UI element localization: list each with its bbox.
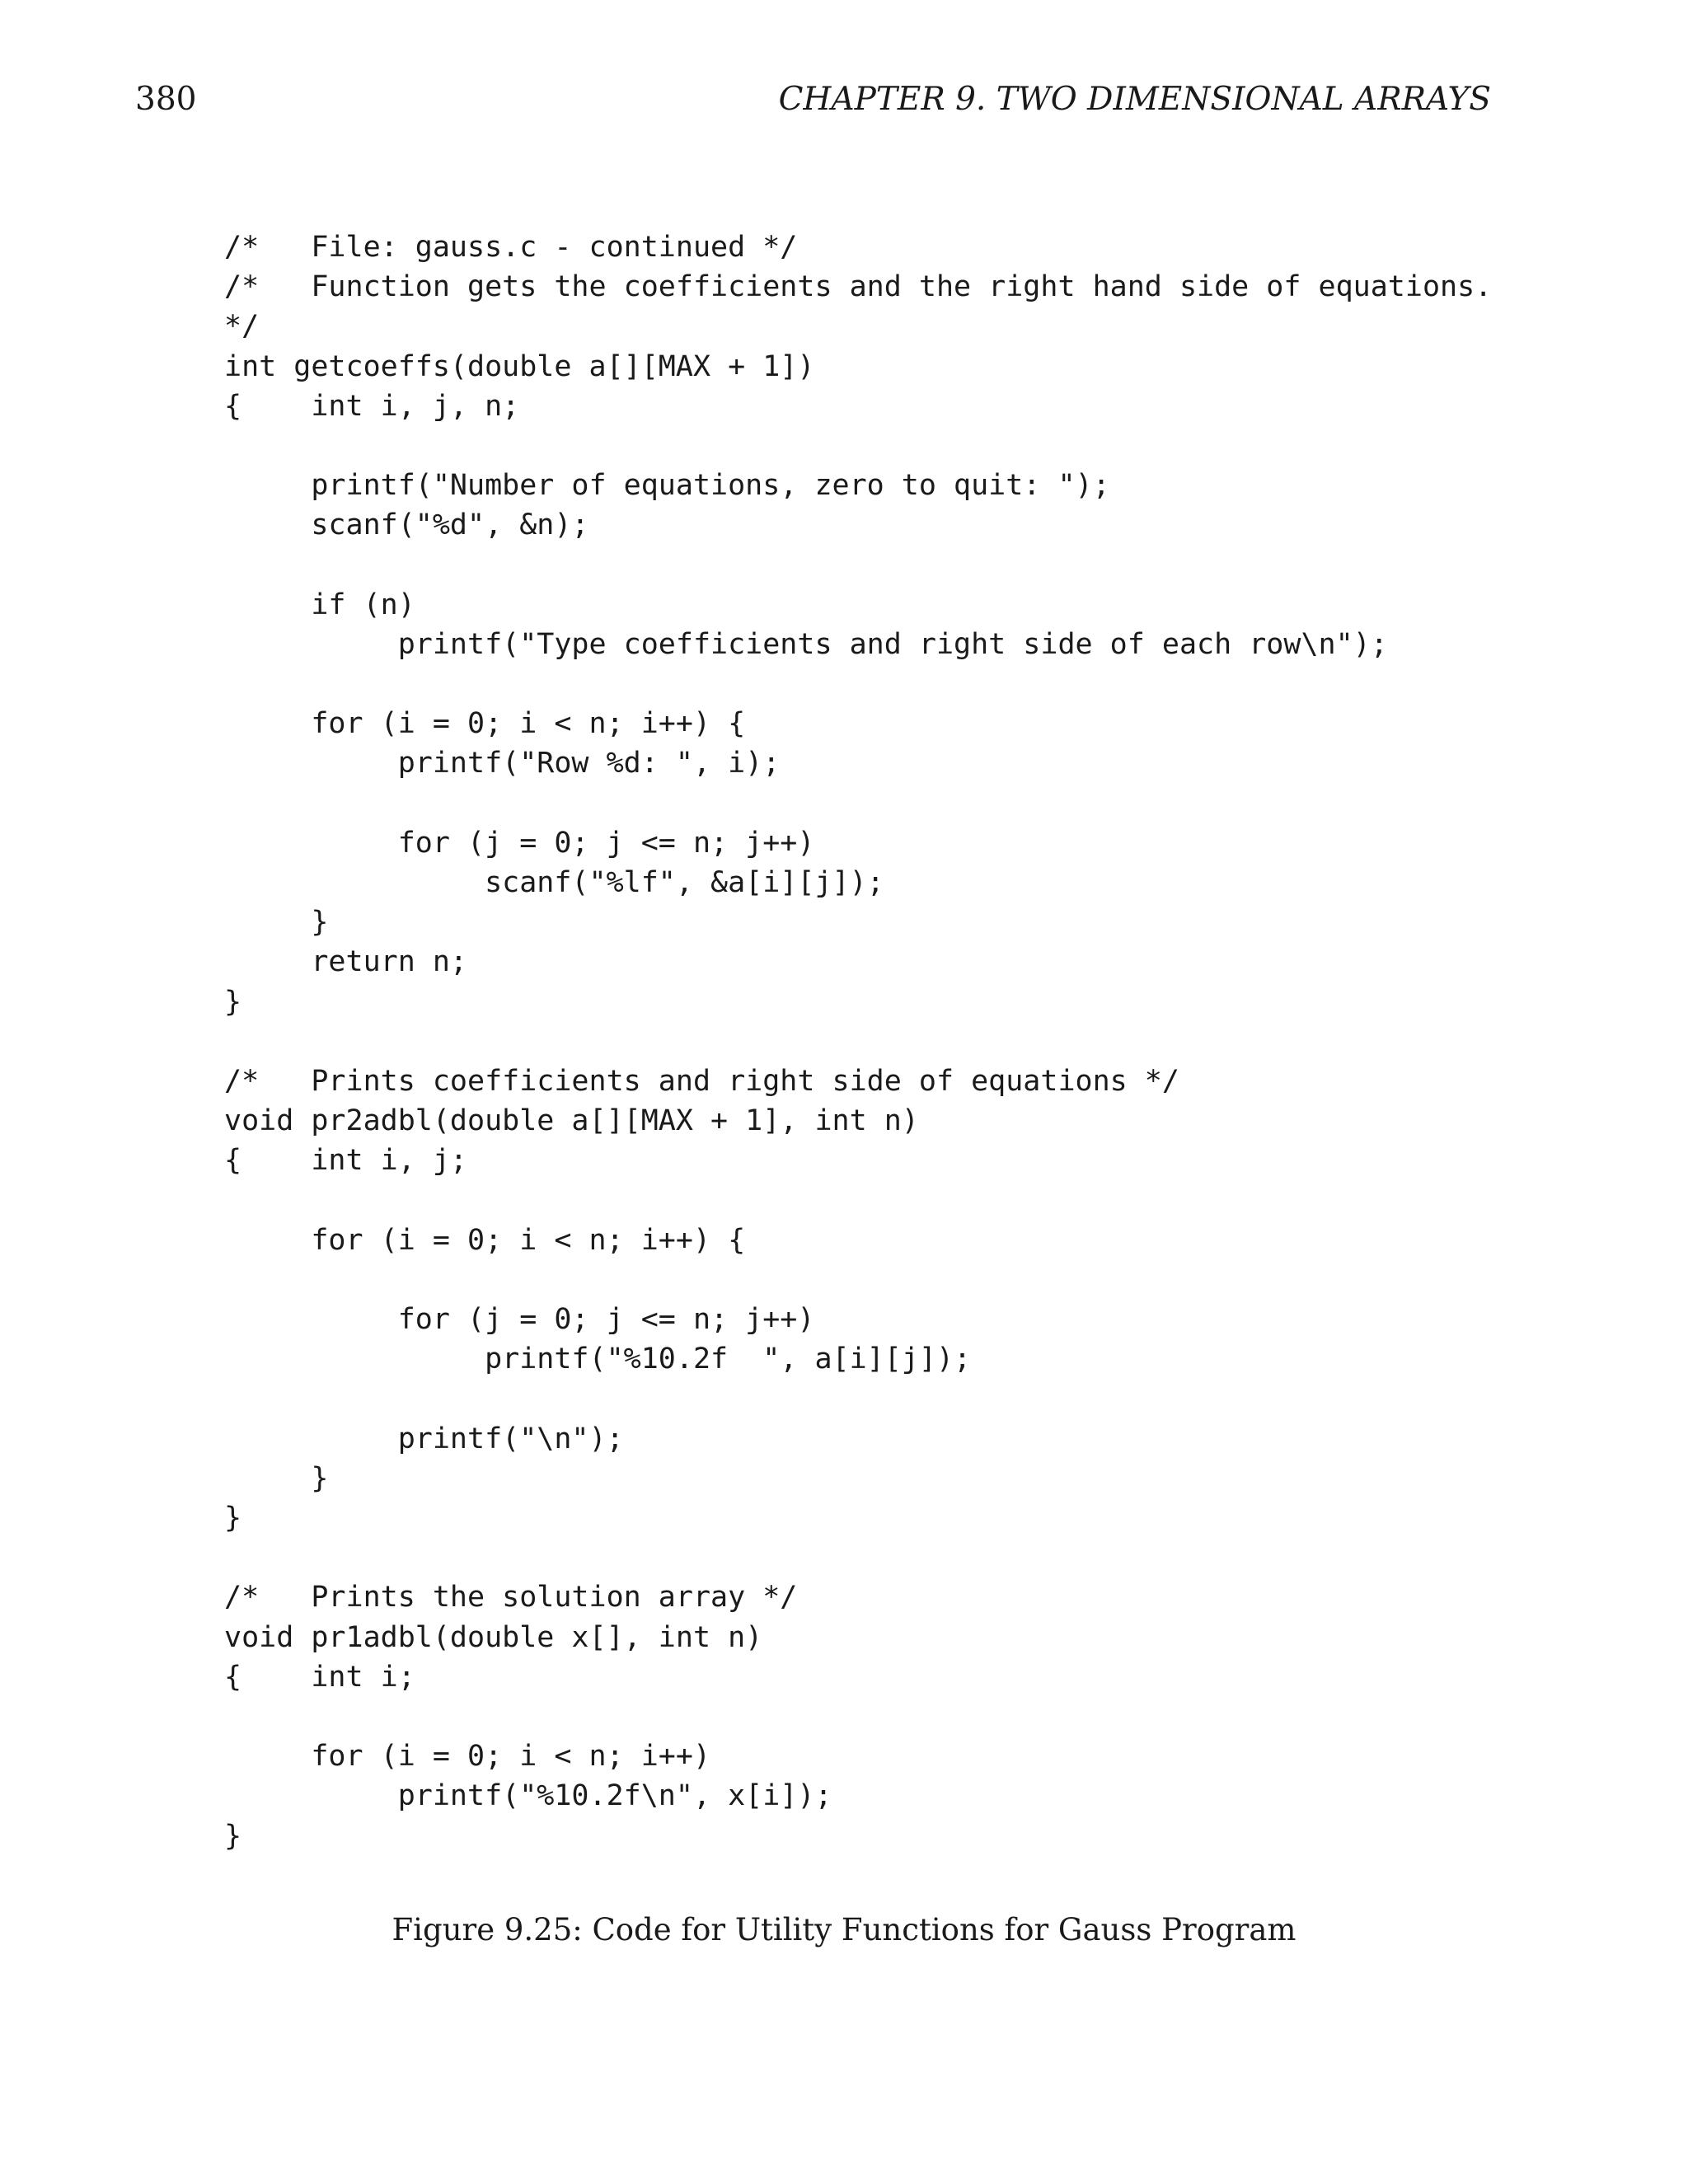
code-line: } <box>224 985 242 1019</box>
page-number: 380 <box>135 81 197 118</box>
code-line: void pr2adbl(double a[][MAX + 1], int n) <box>224 1104 919 1138</box>
code-line: void pr1adbl(double x[], int n) <box>224 1620 763 1654</box>
code-line: } <box>224 1819 242 1853</box>
code-line: printf("%10.2f\n", x[i]); <box>224 1779 832 1813</box>
code-line: for (i = 0; i < n; i++) { <box>224 1223 746 1257</box>
page-header <box>135 81 1491 122</box>
code-line: */ <box>224 310 260 344</box>
code-line: scanf("%lf", &a[i][j]); <box>224 866 884 899</box>
code-line: /* Prints coefficients and right side of equations */ <box>224 1064 1179 1098</box>
code-line: { int i, j, n; <box>224 389 520 423</box>
code-line <box>224 1379 1492 1418</box>
code-line <box>224 426 1492 466</box>
figure-caption: Figure 9.25: Code for Utility Functions for Gauss Program <box>392 1912 1296 1947</box>
code-line <box>224 664 1492 704</box>
code-line <box>224 1181 1492 1221</box>
code-line: printf("Number of equations, zero to quit: "); <box>224 469 1110 503</box>
code-line: if (n) <box>224 588 415 621</box>
code-line: } <box>224 906 329 940</box>
code-line: for (j = 0; j <= n; j++) <box>224 1303 815 1337</box>
code-line <box>224 784 1492 823</box>
code-line: printf("\n"); <box>224 1422 624 1455</box>
code-line: printf("%10.2f ", a[i][j]); <box>224 1343 972 1376</box>
code-line: /* Prints the solution array */ <box>224 1581 798 1615</box>
code-listing <box>224 227 1492 1856</box>
code-line: { int i, j; <box>224 1144 468 1178</box>
code-line: /* File: gauss.c - continued */ <box>224 231 798 264</box>
code-line: for (j = 0; j <= n; j++) <box>224 826 815 860</box>
code-line: printf("Type coefficients and right side of each row\n"); <box>224 627 1388 661</box>
code-line: return n; <box>224 945 468 979</box>
code-line: /* Function gets the coefficients and the right hand side of equations. <box>224 270 1493 304</box>
code-line: int getcoeffs(double a[][MAX + 1]) <box>224 349 815 383</box>
code-line: printf("Row %d: ", i); <box>224 747 781 780</box>
code-line: for (i = 0; i < n; i++) <box>224 1740 711 1774</box>
code-line: } <box>224 1461 329 1495</box>
code-line <box>224 546 1492 585</box>
code-line <box>224 1022 1492 1062</box>
code-line <box>224 1538 1492 1577</box>
code-line <box>224 1697 1492 1736</box>
code-line: { int i; <box>224 1660 415 1694</box>
running-head: CHAPTER 9. TWO DIMENSIONAL ARRAYS <box>778 81 1491 118</box>
code-line: for (i = 0; i < n; i++) { <box>224 707 746 741</box>
code-line: scanf("%d", &n); <box>224 509 589 542</box>
code-line <box>224 1260 1492 1300</box>
code-line: } <box>224 1502 242 1535</box>
